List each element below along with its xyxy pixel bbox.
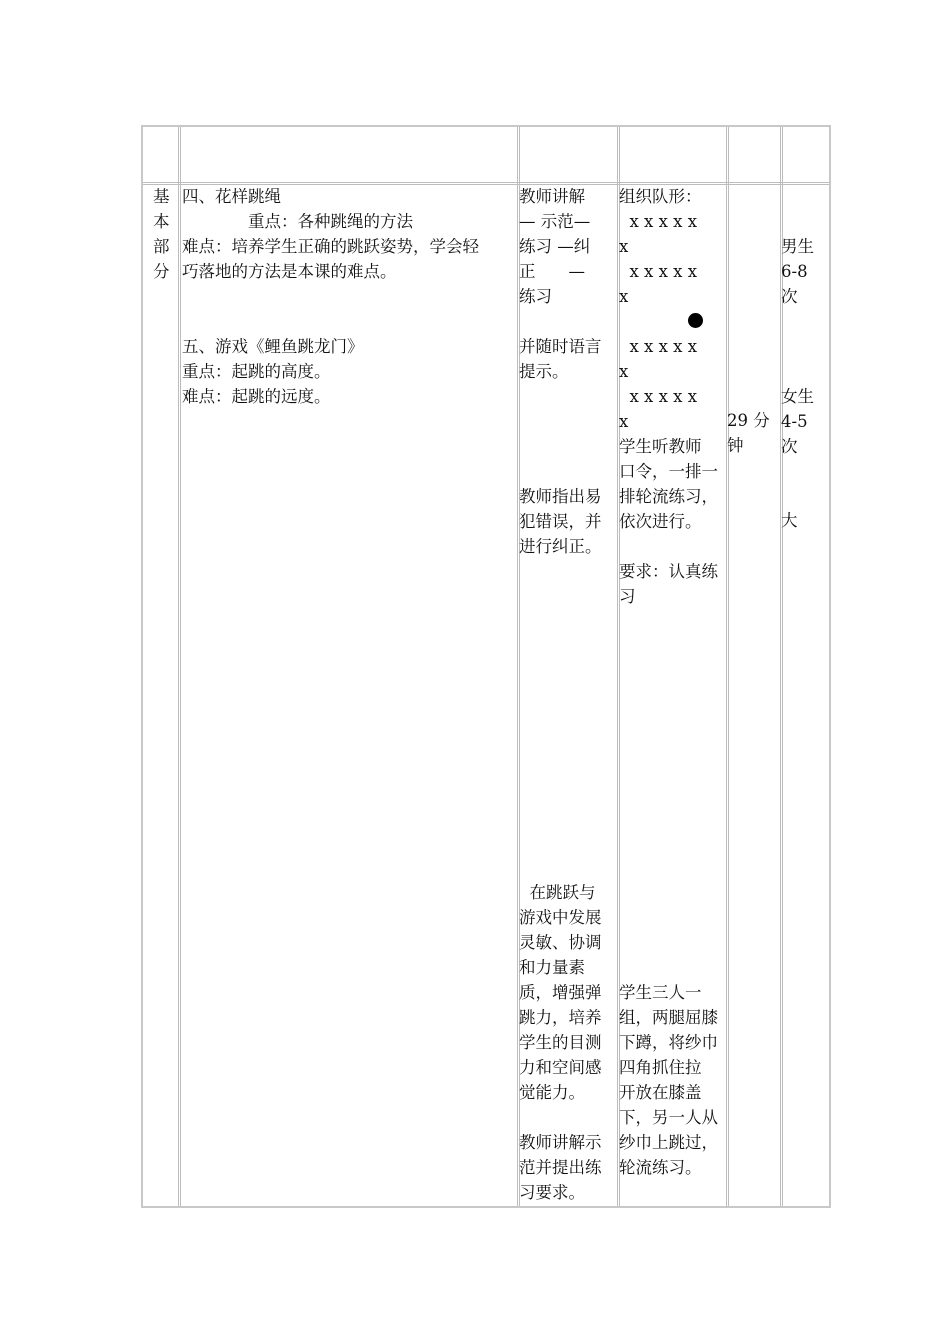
text-line: x x x x x	[619, 387, 697, 406]
text-line: 提示。	[519, 362, 569, 381]
text-line: 次	[781, 437, 798, 456]
text-line	[519, 459, 602, 484]
text-line: x	[619, 287, 629, 306]
text-line: 练习	[519, 287, 552, 306]
text-line: 4-5	[781, 412, 808, 431]
text-line	[182, 284, 479, 309]
text-line: 轮流练习。	[619, 1158, 702, 1177]
text-line: 重点：各种跳绳的方法	[182, 212, 413, 231]
text-line: 力和空间感	[519, 1058, 602, 1077]
text-line: 下蹲，将纱巾	[619, 1033, 718, 1052]
text-line: 部	[153, 237, 170, 256]
text-line: 教师指出易	[519, 487, 602, 506]
load-boys	[781, 234, 814, 309]
text-line: 钟	[727, 436, 744, 455]
text-line: x	[619, 412, 629, 431]
text-line: 练习 —纠	[519, 237, 591, 256]
text-line: 本	[153, 212, 170, 231]
text-line: 学生的目测	[519, 1033, 602, 1052]
text-line: 和力量素	[519, 958, 585, 977]
text-line: 五、游戏《鲤鱼跳龙门》	[182, 337, 364, 356]
student-organization-1	[619, 184, 718, 609]
text-line: 重点：起跳的高度。	[182, 362, 331, 381]
text-line: 觉能力。	[519, 1083, 585, 1102]
text-line: 基	[153, 187, 170, 206]
text-line: 质，增强弹	[519, 983, 602, 1002]
text-line: x x x x x	[619, 262, 697, 281]
text-line: 大	[781, 511, 798, 530]
load-intensity	[781, 508, 798, 533]
text-line: 要求：认真练	[619, 562, 718, 581]
text-line	[519, 384, 602, 409]
text-line: 犯错误，并	[519, 512, 602, 531]
teacher-activity-1	[519, 184, 602, 559]
text-line: 组，两腿屈膝	[619, 1008, 718, 1027]
text-line: 灵敏、协调	[519, 933, 602, 952]
load-girls	[781, 384, 814, 459]
text-line: 6-8	[781, 262, 808, 281]
text-line: 依次进行。	[619, 512, 702, 531]
text-line: 游戏中发展	[519, 908, 602, 927]
text-line: 开放在膝盖	[619, 1083, 702, 1102]
column-divider	[726, 127, 729, 1206]
text-line: 女生	[781, 387, 814, 406]
time-cell	[727, 408, 770, 458]
text-line: 难点：培养学生正确的跳跃姿势，学会轻	[182, 237, 479, 256]
text-line: 范并提出练	[519, 1158, 602, 1177]
text-line: 29 分	[727, 411, 770, 430]
text-line: 学生听教师	[619, 437, 702, 456]
text-line: 在跳跃与	[519, 883, 596, 902]
text-line	[619, 534, 718, 559]
text-line: 口令，一排一	[619, 462, 718, 481]
section-label	[153, 184, 170, 284]
text-line: 难点：起跳的远度。	[182, 387, 331, 406]
text-line: 跳力，培养	[519, 1008, 602, 1027]
text-line: 四角抓住拉	[619, 1058, 702, 1077]
text-line: 排轮流练习，	[619, 487, 718, 506]
text-line	[519, 309, 602, 334]
text-line	[519, 1105, 602, 1130]
text-line: 男生	[781, 237, 814, 256]
teacher-position-marker	[688, 313, 703, 328]
content-cell	[182, 184, 479, 409]
text-line	[619, 309, 718, 334]
text-line: x	[619, 362, 629, 381]
text-line: x	[619, 237, 629, 256]
text-line	[519, 409, 602, 434]
text-line: 巧落地的方法是本课的难点。	[182, 262, 397, 281]
text-line: 并随时语言	[519, 337, 602, 356]
text-line: 组织队形：	[619, 187, 702, 206]
text-line: 分	[153, 262, 170, 281]
text-line: 四、花样跳绳	[182, 187, 281, 206]
text-line: 教师讲解示	[519, 1133, 602, 1152]
text-line: 正 —	[519, 262, 585, 281]
text-line: — 示范—	[519, 212, 591, 231]
teacher-activity-2	[519, 880, 602, 1205]
text-line: 教师讲解	[519, 187, 585, 206]
text-line	[182, 309, 479, 334]
text-line: 纱巾上跳过，	[619, 1133, 718, 1152]
text-line: 次	[781, 287, 798, 306]
text-line: 学生三人一	[619, 983, 702, 1002]
text-line: x x x x x	[619, 337, 697, 356]
text-line: x x x x x	[619, 212, 697, 231]
column-divider	[178, 127, 181, 1206]
text-line	[519, 434, 602, 459]
text-line: 习	[619, 587, 636, 606]
text-line: 下，另一人从	[619, 1108, 718, 1127]
student-organization-2	[619, 980, 718, 1180]
text-line: 习要求。	[519, 1183, 585, 1202]
text-line: 进行纠正。	[519, 537, 602, 556]
